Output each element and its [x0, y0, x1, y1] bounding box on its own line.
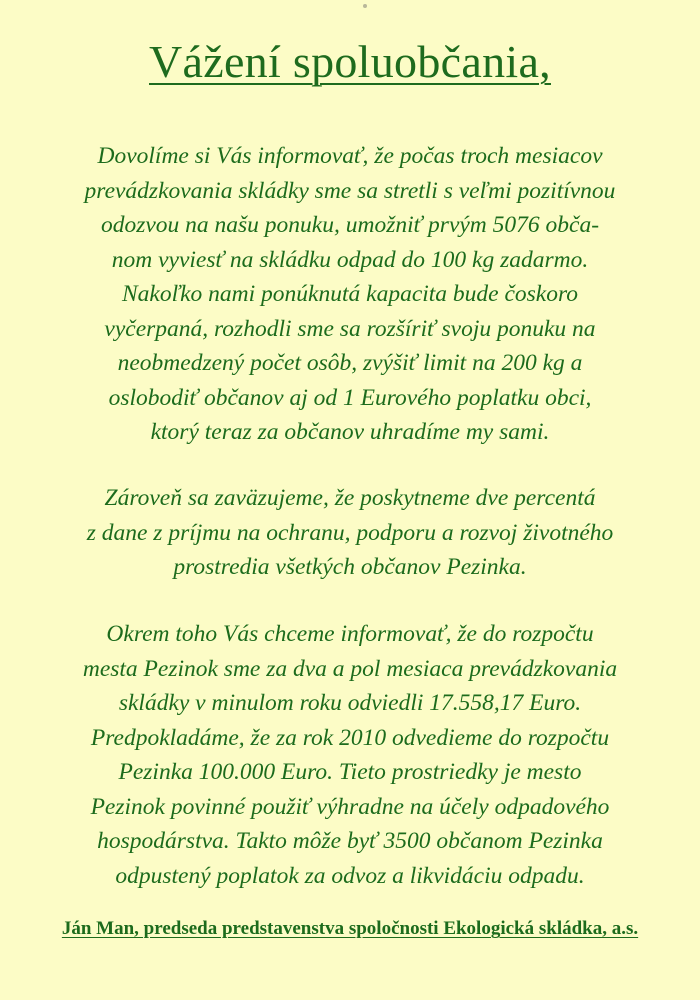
text-line: nom vyviesť na skládku odpad do 100 kg zadarmo.	[111, 246, 589, 273]
letter-salutation: Vážení spoluobčania,	[149, 36, 551, 87]
text-line: Okrem toho Vás chceme informovať, že do rozpočtu	[106, 621, 594, 647]
text-line: odozvou na našu ponuku, umožniť prvým 5076 obča-	[100, 212, 600, 238]
text-line: Predpokladáme, že za rok 2010 odvedieme do rozpočtu	[90, 724, 610, 751]
text-line: skládky v minulom roku odviedli 17.558,17 Euro.	[118, 690, 582, 716]
text-line: z dane z príjmu na ochranu, podporu a rozvoj životného	[86, 519, 614, 546]
paragraph-tax-pledge	[30, 481, 670, 585]
text-line: mesta Pezinok sme za dva a pol mesiaca prevádzkovania	[82, 655, 618, 682]
text-line: prostredia všetkých občanov Pezinka.	[173, 554, 527, 580]
text-line: oslobodiť občanov aj od 1 Eurového poplatku obci,	[108, 384, 592, 411]
text-line: hospodárstva. Takto môže byť 3500 občanom Pezinka	[97, 828, 603, 854]
paragraph-budget-info	[30, 617, 670, 893]
text-line: Nakoľko nami ponúknutá kapacita bude čoskoro	[121, 281, 579, 307]
text-line: Zároveň sa zaväzujeme, že poskytneme dve percentá	[104, 485, 596, 511]
text-line: ktorý teraz za občanov uhradíme my sami.	[150, 419, 550, 445]
text-line: odpustený poplatok za odvoz a likvidáciu odpadu.	[115, 862, 585, 889]
text-line: Pezinka 100.000 Euro. Tieto prostriedky je mesto	[118, 759, 582, 785]
text-line: Dovolíme si Vás informovať, že počas troch mesiacov	[97, 143, 603, 169]
text-line: neobmedzený počet osôb, zvýšiť limit na 200 kg a	[117, 350, 583, 376]
paragraph-offer-extension	[30, 139, 670, 450]
text-line: Pezinok povinné použiť výhradne na účely odpadového	[90, 793, 610, 820]
text-line: vyčerpaná, rozhodli sme sa rozšíriť svoju ponuku na	[104, 315, 596, 342]
signature-line: Ján Man, predseda predstavenstva spoločnosti Ekologická skládka, a.s.	[61, 918, 639, 939]
paper-speck	[363, 4, 367, 8]
text-line: prevádzkovania skládky sme sa stretli s veľmi pozitívnou	[84, 177, 616, 204]
